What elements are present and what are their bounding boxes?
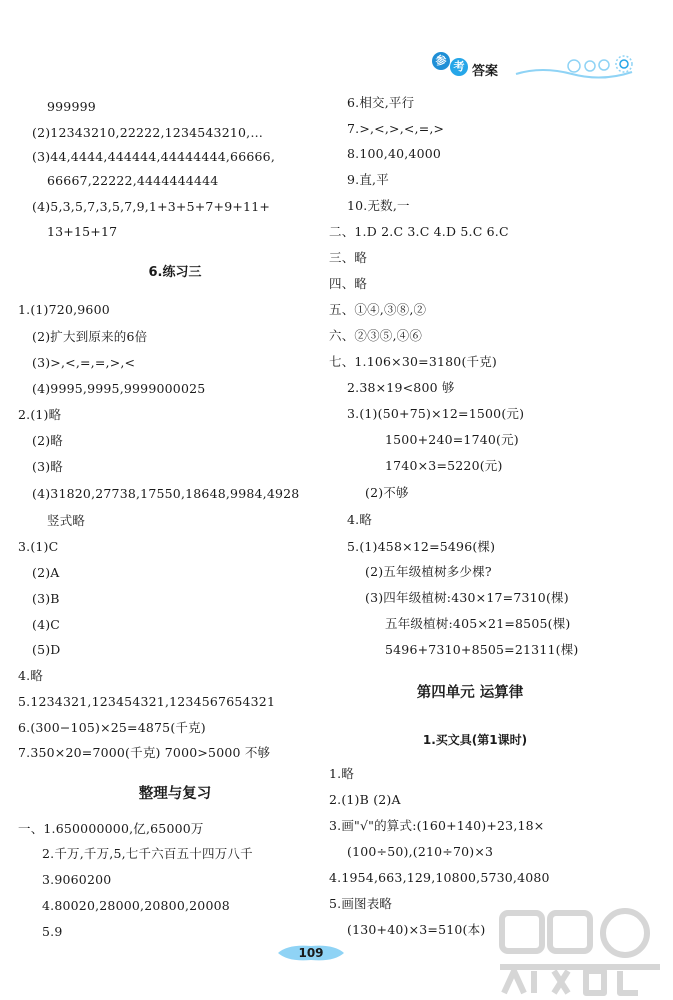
practice-line: (2)略 xyxy=(32,433,64,448)
right-line: 三、略 xyxy=(329,250,368,265)
left-line-3: (3)44,4444,444444,44444444,66666, xyxy=(32,149,275,164)
review-line: 5.9 xyxy=(42,924,63,939)
right-line: 8.100,40,4000 xyxy=(347,146,442,161)
right-line: 3.(1)(50+75)×12=1500(元) xyxy=(347,406,525,421)
right-line: 2.38×19<800 够 xyxy=(347,380,455,395)
review-line: 2.千万,千万,5,七千六百五十四万八千 xyxy=(42,846,253,861)
right-line: 二、1.D 2.C 3.C 4.D 5.C 6.C xyxy=(329,224,509,239)
practice-line: 3.(1)C xyxy=(18,539,59,554)
right-line: 四、略 xyxy=(329,276,368,291)
right-line: 4.略 xyxy=(347,512,373,527)
practice-line: (4)9995,9995,9999000025 xyxy=(32,381,206,396)
practice-line: 1.(1)720,9600 xyxy=(18,302,110,317)
lesson-line: (100÷50),(210÷70)×3 xyxy=(347,844,494,859)
header-answer-label: 答案 xyxy=(472,64,499,79)
lesson-line: 3.画"√"的算式:(160+140)+23,18× xyxy=(329,818,545,833)
lesson-line: 2.(1)B (2)A xyxy=(329,792,401,807)
practice-line: 5.1234321,123454321,1234567654321 xyxy=(18,694,276,709)
right-line: 6.相交,平行 xyxy=(347,95,415,110)
right-line: (2)不够 xyxy=(365,485,409,500)
practice-line: 6.(300−105)×25=4875(千克) xyxy=(18,720,206,735)
practice-line: (4)C xyxy=(32,617,61,632)
right-line: 五、①④,③⑧,② xyxy=(329,302,427,317)
lesson-line: 1.略 xyxy=(329,766,355,781)
lesson-line: 5.画图表略 xyxy=(329,896,393,911)
practice-line: (5)D xyxy=(32,642,61,657)
right-line: 五年级植树:405×21=8505(棵) xyxy=(385,616,571,631)
review-line: 4.80020,28000,20800,20008 xyxy=(42,898,230,913)
right-line: (3)四年级植树:430×17=7310(棵) xyxy=(365,590,569,605)
left-line-1: 999999 xyxy=(47,99,96,114)
review-line: 一、1.650000000,亿,65000万 xyxy=(18,821,204,836)
unit-title: 第四单元 运算律 xyxy=(416,685,524,701)
practice-line: (3)B xyxy=(32,591,60,606)
practice-line: 2.(1)略 xyxy=(18,407,62,422)
page-header xyxy=(428,50,648,84)
right-line: 10.无数,一 xyxy=(347,198,410,213)
practice-line: 7.350×20=7000(千克) 7000>5000 不够 xyxy=(18,745,271,760)
watermark-icon xyxy=(490,905,670,1000)
right-line: 1500+240=1740(元) xyxy=(385,432,519,447)
right-line: 1740×3=5220(元) xyxy=(385,458,503,473)
practice-line: (2)A xyxy=(32,565,60,580)
right-line: 5496+7310+8505=21311(棵) xyxy=(385,642,579,657)
lesson-title: 1.买文具(第1课时) xyxy=(422,733,528,747)
practice-line: 竖式略 xyxy=(47,513,86,528)
left-line-5: (4)5,3,5,7,3,5,7,9,1+3+5+7+9+11+ xyxy=(32,199,271,214)
lesson-line: (130+40)×3=510(本) xyxy=(347,922,486,937)
practice-line: (2)扩大到原来的6倍 xyxy=(32,329,148,344)
practice-line: 4.略 xyxy=(18,668,44,683)
right-line: 七、1.106×30=3180(千克) xyxy=(329,354,498,369)
right-line: 5.(1)458×12=5496(棵) xyxy=(347,539,496,554)
practice-line: (4)31820,27738,17550,18648,9984,4928 xyxy=(32,486,300,501)
right-line: (2)五年级植树多少棵? xyxy=(365,564,492,579)
lesson-line: 4.1954,663,129,10800,5730,4080 xyxy=(329,870,550,885)
right-line: 9.直,平 xyxy=(347,172,389,187)
page-number xyxy=(278,944,344,962)
right-line: 7.>,<,>,<,=,> xyxy=(347,121,445,136)
practice-line: (3)略 xyxy=(32,459,64,474)
left-line-4: 66667,22222,4444444444 xyxy=(47,173,219,188)
practice-line: (3)>,<,=,=,>,< xyxy=(32,355,136,370)
right-line: 六、②③⑤,④⑥ xyxy=(329,328,423,343)
section-title-review: 整理与复习 xyxy=(138,786,212,802)
review-line: 3.9060200 xyxy=(42,872,112,887)
page-number-value: 109 xyxy=(298,946,324,960)
header-badge-kao: 考 xyxy=(450,58,468,76)
left-line-2: (2)12343210,22222,1234543210,… xyxy=(32,125,264,140)
header-decoration-icon xyxy=(512,52,642,82)
header-badge-can: 参 xyxy=(432,52,450,70)
section-title-practice-3: 6.练习三 xyxy=(148,265,202,280)
left-line-6: 13+15+17 xyxy=(47,224,118,239)
